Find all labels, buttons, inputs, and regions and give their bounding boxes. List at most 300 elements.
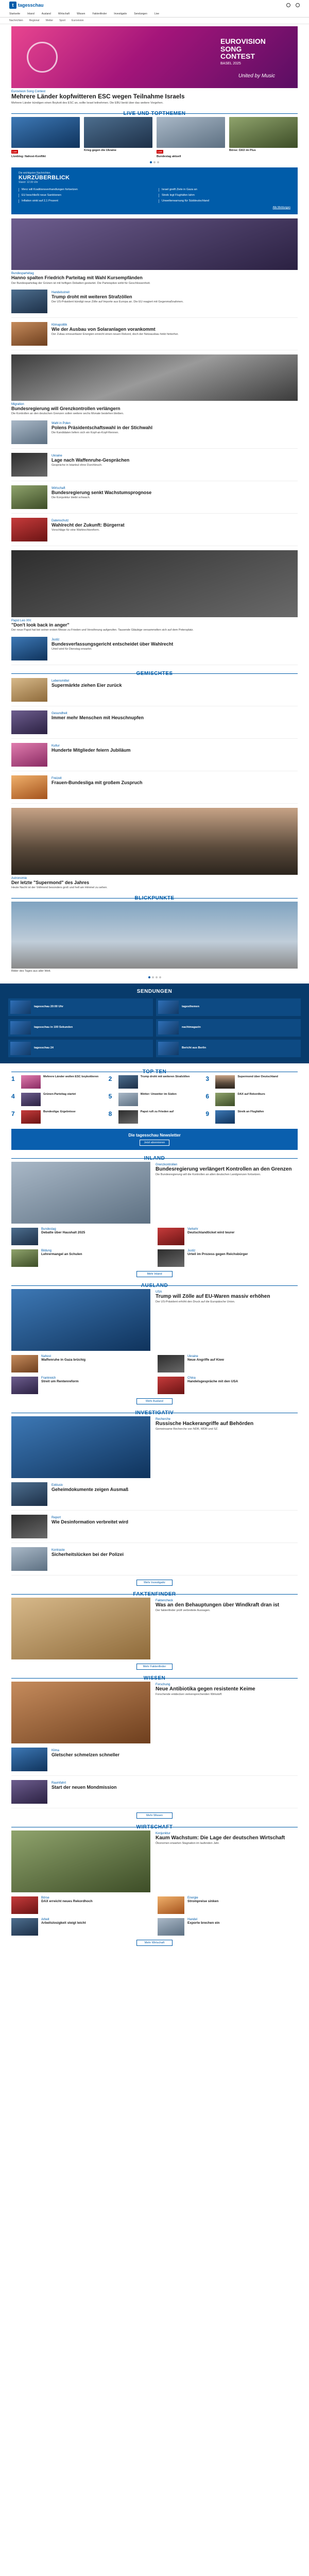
- lead-image: [11, 1289, 150, 1351]
- ressort-article[interactable]: [11, 1249, 151, 1267]
- live-card[interactable]: [229, 117, 298, 159]
- article-row[interactable]: [11, 453, 298, 481]
- nav-item[interactable]: Sendungen: [134, 12, 147, 15]
- nav-item[interactable]: Wirtschaft: [58, 12, 70, 15]
- ressort-article[interactable]: [11, 1228, 151, 1245]
- article-teaser: Der US-Präsident kündigt neue Zölle auf Importe aus Europa an. Die EU reagiert mit Gegenmaßnahmen.: [52, 300, 184, 304]
- investigativ-lead[interactable]: [11, 1416, 298, 1478]
- kurz-topline: Die wichtigsten Nachrichten: [19, 171, 50, 175]
- ressort-topline: Handel: [187, 1918, 198, 1921]
- article-thumbnail: [11, 775, 47, 799]
- article-row[interactable]: [11, 1748, 298, 1776]
- article-topline: Raumfahrt: [52, 1781, 66, 1785]
- inland-grid: [11, 1228, 298, 1267]
- article-headline[interactable]: Wie Desinformation verbreitet wird: [52, 1519, 128, 1524]
- subnav-item[interactable]: Sport: [59, 19, 66, 22]
- live-badge: LIVE: [158, 150, 162, 154]
- article-thumbnail: [11, 1748, 47, 1771]
- section-title: TOP TEN: [142, 1069, 167, 1075]
- ressort-thumbnail: [158, 1355, 184, 1372]
- wide-headline[interactable]: Bundesregierung will Grenzkontrollen verlängern: [11, 406, 121, 411]
- article-thumbnail: [11, 420, 47, 444]
- ausland-grid: [11, 1355, 298, 1394]
- sendung-card[interactable]: [8, 1040, 153, 1057]
- inland-lead[interactable]: [11, 1162, 298, 1224]
- subnav-item[interactable]: Regional: [29, 19, 40, 22]
- carousel-dot[interactable]: [159, 976, 161, 978]
- ressort-headline[interactable]: Arbeitslosigkeit steigt leicht: [41, 1921, 86, 1925]
- subnav-item[interactable]: Wetter: [45, 19, 54, 22]
- article-row[interactable]: [11, 485, 298, 514]
- sendung-card[interactable]: [8, 1019, 153, 1037]
- ressort-thumbnail: [158, 1249, 184, 1267]
- lead-headline[interactable]: Trump will Zölle auf EU-Waren massiv erhöhen: [156, 1293, 270, 1299]
- ressort-topline: Ukraine: [187, 1354, 198, 1358]
- article-teaser: Urteil wird für Dienstag erwartet.: [52, 647, 92, 651]
- topten-title: DAX auf Rekordkurs: [237, 1092, 265, 1096]
- article-topline: Datenschutz: [52, 519, 69, 522]
- feature-headline[interactable]: Hanno spalten Friedrich Parteitag mit Wahl Kursempfänden: [11, 275, 143, 281]
- feature2-teaser: Der neue Papst hat bei seiner ersten Messe zu Frieden und Versöhnung aufgerufen. Tausende Gläubige versammelten sich auf dem Petersplatz.: [11, 629, 194, 632]
- lead-image: [11, 1598, 150, 1659]
- ressort-headline[interactable]: Neue Angriffe auf Kiew: [187, 1358, 224, 1362]
- supermoon-image[interactable]: [11, 808, 298, 875]
- article-thumbnail: [11, 678, 47, 702]
- tagesschau-logo[interactable]: [9, 2, 44, 9]
- barbed-wire-image[interactable]: [11, 354, 298, 401]
- subnav-item[interactable]: Nachrichten: [9, 19, 23, 22]
- ressort-article[interactable]: [11, 1896, 151, 1914]
- feature2-image[interactable]: [11, 550, 298, 617]
- ressort-article[interactable]: [11, 1377, 151, 1394]
- sendungen-section: [0, 984, 309, 1063]
- nav-item[interactable]: Inland: [27, 12, 35, 15]
- kurzueberblick-box: [11, 167, 298, 214]
- topten-title: Supermond über Deutschland: [237, 1075, 278, 1078]
- kurz-item[interactable]: Unwetterwarnung für Süddeutschland: [159, 199, 290, 203]
- feature3-headline[interactable]: Der letzte "Supermond" des Jahres: [11, 879, 90, 885]
- sendung-thumbnail: [10, 1001, 31, 1014]
- live-card-image: [84, 117, 152, 148]
- more-wissen-button[interactable]: Mehr Wissen: [136, 1812, 173, 1819]
- article-row[interactable]: [11, 678, 298, 706]
- article-headline[interactable]: Frauen-Bundesliga mit großem Zuspruch: [52, 779, 143, 785]
- article-row[interactable]: [11, 1515, 298, 1543]
- section-title: AUSLAND: [141, 1282, 168, 1289]
- article-headline[interactable]: Bundesverfassungsgericht entscheidet über Wahlrecht: [52, 641, 174, 647]
- ressort-article[interactable]: [158, 1249, 298, 1267]
- article-thumbnail: [11, 1515, 47, 1538]
- article-topline: Lebensmittel: [52, 679, 70, 683]
- article-teaser: Die Kandidaten liefern sich ein Kopf-an-Kopf-Rennen.: [52, 431, 119, 435]
- section-title: WIRTSCHAFT: [136, 1824, 173, 1830]
- feature-article[interactable]: [11, 272, 298, 285]
- section-title: INVESTIGATIV: [135, 1410, 174, 1416]
- article-headline[interactable]: Geheimdokumente zeigen Ausmaß: [52, 1486, 129, 1492]
- esc-subtitle: BASEL 2025: [220, 62, 241, 66]
- ressort-headline[interactable]: Exporte brechen ein: [187, 1921, 220, 1925]
- ressort-article[interactable]: [158, 1896, 298, 1914]
- ressort-thumbnail: [11, 1896, 38, 1914]
- newsletter-banner: [11, 1129, 298, 1150]
- carousel-dots[interactable]: [11, 161, 298, 163]
- topten-item[interactable]: [11, 1075, 104, 1089]
- article-thumbnail: [11, 485, 47, 509]
- topten-title: Wetter: Unwetter im Süden: [140, 1092, 177, 1096]
- carousel-dot[interactable]: [152, 976, 154, 978]
- ressort-article[interactable]: [158, 1228, 298, 1245]
- ressort-thumbnail: [11, 1228, 38, 1245]
- kurz-heading: KURZÜBERBLICK: [19, 174, 70, 181]
- topten-title: Streik an Flughäfen: [237, 1110, 264, 1113]
- ressort-topline: Börse: [41, 1896, 49, 1900]
- ressort-topline: Bundestag: [41, 1227, 56, 1231]
- section-title: GEMISCHTES: [136, 670, 173, 676]
- article-teaser: Die Konjunktur bleibt schwach.: [52, 496, 91, 500]
- article-headline[interactable]: Start der neuen Mondmission: [52, 1784, 117, 1790]
- inland-section-header: [11, 1155, 298, 1159]
- section-title: SENDUNGEN: [136, 988, 173, 994]
- live-card-title: Bundestag aktuell: [157, 155, 181, 159]
- carousel-dot[interactable]: [156, 976, 158, 978]
- ressort-thumbnail: [11, 1918, 38, 1936]
- ressort-headline[interactable]: Debatte über Haushalt 2025: [41, 1230, 85, 1234]
- article-row[interactable]: [11, 710, 298, 739]
- lead-image: [11, 1831, 150, 1892]
- wissen-lead[interactable]: [11, 1682, 298, 1743]
- sendung-card[interactable]: [156, 1040, 301, 1057]
- lead-headline[interactable]: Russische Hackerangriffe auf Behörden: [156, 1420, 254, 1427]
- ressort-headline[interactable]: Handelsgespräche mit den USA: [187, 1379, 238, 1383]
- ressort-article[interactable]: [158, 1918, 298, 1936]
- article-topline: Wahl in Polen: [52, 421, 71, 425]
- hero-image[interactable]: [11, 26, 298, 88]
- ressort-article[interactable]: [11, 1355, 151, 1372]
- section-title: LIVE UND TOPTHEMEN: [123, 111, 186, 117]
- article-topline: Freizeit: [52, 776, 62, 780]
- kurz-item[interactable]: Inflation sinkt auf 2,1 Prozent: [19, 199, 150, 203]
- article-headline[interactable]: Wie der Ausbau von Solaranlagen vorankommt: [52, 327, 156, 332]
- more-ausland-button[interactable]: Mehr Ausland: [136, 1398, 173, 1404]
- sendung-title: tagesschau 20:00 Uhr: [34, 1005, 63, 1009]
- article-topline: Exklusiv: [52, 1483, 63, 1487]
- rank-number: 8: [108, 1110, 112, 1117]
- hero-topline: Eurovision Song Contest: [11, 90, 46, 93]
- feature3-article[interactable]: [11, 877, 298, 890]
- topten-thumbnail: [21, 1075, 41, 1089]
- article-topline: Wirtschaft: [52, 486, 65, 490]
- ressort-topline: Verkehr: [187, 1227, 198, 1231]
- ressort-topline: China: [187, 1376, 196, 1380]
- lead-headline[interactable]: Bundesregierung verlängert Kontrollen an den Grenzen: [156, 1166, 292, 1172]
- topten-item[interactable]: [11, 1110, 104, 1124]
- topten-title: Bundesliga: Ergebnisse: [43, 1110, 76, 1113]
- article-thumbnail: [11, 322, 47, 346]
- more-inland-button[interactable]: Mehr Inland: [136, 1271, 173, 1277]
- article-row[interactable]: [11, 518, 298, 546]
- ressort-thumbnail: [158, 1228, 184, 1245]
- more-faktenfinder-button[interactable]: Mehr Faktenfinder: [136, 1664, 173, 1670]
- feature2-headline[interactable]: "Don't look back in anger": [11, 622, 70, 628]
- article-topline: Kultur: [52, 744, 60, 748]
- article-row[interactable]: [11, 1482, 298, 1511]
- lead-teaser: Der faktenfinder prüft verbreitete Aussagen.: [156, 1609, 211, 1613]
- article-topline: Report: [52, 1516, 61, 1519]
- topten-thumbnail: [215, 1075, 235, 1089]
- kurz-item[interactable]: Streik legt Flughäfen lahm: [159, 194, 290, 197]
- topten-title: Trump droht mit weiteren Strafzöllen: [140, 1075, 190, 1078]
- article-thumbnail: [11, 1482, 47, 1506]
- article-topline: Ukraine: [52, 454, 62, 457]
- section-title: INLAND: [144, 1155, 165, 1161]
- ressort-topline: Energie: [187, 1896, 198, 1900]
- article-topline: Justiz: [52, 638, 60, 641]
- ressort-article[interactable]: [158, 1377, 298, 1394]
- live-card[interactable]: [11, 117, 80, 159]
- topten-item[interactable]: [11, 1093, 104, 1106]
- live-card-image: [11, 117, 80, 148]
- topten-thumbnail: [215, 1093, 235, 1106]
- sendung-title: nachtmagazin: [182, 1026, 201, 1029]
- article-row[interactable]: [11, 775, 298, 804]
- article-row[interactable]: [11, 637, 298, 665]
- wirtschaft-lead[interactable]: [11, 1831, 298, 1892]
- main-content: [0, 26, 309, 1956]
- topten-item[interactable]: [109, 1110, 201, 1124]
- article-teaser: Gespräche in Istanbul ohne Durchbruch.: [52, 464, 102, 467]
- newsletter-heading: Die tagesschau Newsletter: [128, 1132, 181, 1138]
- ressort-thumbnail: [11, 1377, 38, 1394]
- ressort-headline[interactable]: Waffenruhe in Gaza brüchig: [41, 1358, 86, 1362]
- live-card-title: Börse: DAX im Plus: [229, 149, 256, 152]
- article-row[interactable]: [11, 1547, 298, 1575]
- sendung-title: tagesthemen: [182, 1005, 199, 1009]
- feature2-article[interactable]: [11, 619, 298, 633]
- article-row[interactable]: [11, 322, 298, 350]
- faktenfinder-lead[interactable]: [11, 1598, 298, 1659]
- nav-item[interactable]: Live: [154, 12, 160, 15]
- carousel-dot[interactable]: [148, 976, 150, 978]
- article-headline[interactable]: Polens Präsidentschaftswahl in der Stichwahl: [52, 425, 153, 430]
- lead-teaser: Ökonomen erwarten Stagnation im laufenden Jahr.: [156, 1842, 220, 1845]
- article-headline[interactable]: Sicherheitslücken bei der Polizei: [52, 1551, 124, 1557]
- menu-icon[interactable]: [296, 3, 300, 7]
- rank-number: 5: [108, 1092, 112, 1100]
- sub-navigation: [0, 18, 309, 24]
- ressort-headline[interactable]: Streit um Rentenreform: [41, 1379, 79, 1383]
- article-topline: Klimapolitik: [52, 324, 67, 327]
- topten-title: Grünen-Parteitag startet: [43, 1092, 76, 1096]
- ressort-headline[interactable]: DAX erreicht neues Rekordhoch: [41, 1899, 93, 1903]
- lead-teaser: Gemeinsame Recherche von NDR, WDR und SZ.: [156, 1428, 218, 1431]
- rank-number: 4: [11, 1092, 15, 1100]
- article-headline[interactable]: Lage nach Waffenruhe-Gesprächen: [52, 457, 130, 463]
- topten-thumbnail: [118, 1075, 138, 1089]
- ressort-article[interactable]: [11, 1918, 151, 1936]
- topten-item[interactable]: [205, 1093, 298, 1106]
- live-section-header: [11, 110, 298, 117]
- article-thumbnail: [11, 1547, 47, 1571]
- ausland-lead[interactable]: [11, 1289, 298, 1351]
- ressort-thumbnail: [158, 1896, 184, 1914]
- more-wirtschaft-button[interactable]: Mehr Wirtschaft: [136, 1940, 173, 1946]
- hero-headline[interactable]: Mehrere Länder kopfwitteren ESC wegen Teilnahme Israels: [11, 93, 185, 100]
- kurz-list: [19, 188, 290, 203]
- article-row[interactable]: [11, 743, 298, 771]
- lead-teaser: Forschende entdecken vielversprechenden Wirkstoff.: [156, 1693, 222, 1697]
- article-thumbnail: [11, 1780, 47, 1804]
- hero-article[interactable]: [11, 90, 298, 105]
- blickpunkte-image[interactable]: [11, 902, 298, 969]
- ressort-article[interactable]: [158, 1355, 298, 1372]
- topten-title: Mehrere Länder wollen ESC boykottieren: [43, 1075, 99, 1078]
- rank-number: 1: [11, 1075, 15, 1082]
- article-headline[interactable]: Bundesregierung senkt Wachstumsprognose: [52, 489, 152, 495]
- sendung-thumbnail: [158, 1001, 179, 1014]
- sendung-card[interactable]: [156, 998, 301, 1016]
- search-icon[interactable]: [286, 3, 290, 7]
- article-teaser: Der Zubau erneuerbarer Energien erreicht einen neuen Rekord, doch der Netzausbau hinkt hinterher.: [52, 333, 179, 336]
- blickpunkte-section-header: [11, 895, 298, 902]
- ressort-topline: Bildung: [41, 1249, 52, 1252]
- lead-headline[interactable]: Neue Antibiotika gegen resistente Keime: [156, 1686, 255, 1692]
- topten-section-header: [11, 1069, 298, 1075]
- sendung-card[interactable]: [8, 998, 153, 1016]
- article-headline[interactable]: Immer mehr Menschen mit Heuschnupfen: [52, 715, 144, 720]
- lead-topline: USA: [156, 1290, 162, 1294]
- article-row[interactable]: [11, 290, 298, 318]
- carousel-dot[interactable]: [153, 161, 156, 163]
- ressort-thumbnail: [158, 1918, 184, 1936]
- kurz-more-link[interactable]: Alle Meldungen: [272, 206, 290, 210]
- topten-item[interactable]: [205, 1110, 298, 1124]
- live-badge: LIVE: [12, 150, 17, 154]
- topten-item[interactable]: [109, 1093, 201, 1106]
- kurz-item[interactable]: EU beschließt neue Sanktionen: [19, 194, 150, 197]
- carousel-dot[interactable]: [150, 161, 152, 163]
- nav-item[interactable]: Wissen: [77, 12, 85, 15]
- live-card-image: [157, 117, 225, 148]
- topten-grid: [11, 1075, 298, 1124]
- article-headline[interactable]: Supermärkte ziehen Eier zurück: [52, 682, 122, 688]
- lead-headline[interactable]: Kaum Wachstum: Die Lage der deutschen Wirtschaft: [156, 1835, 285, 1841]
- article-row[interactable]: [11, 420, 298, 449]
- ressort-headline[interactable]: Urteil im Prozess gegen Reichsbürger: [187, 1252, 248, 1256]
- nav-item[interactable]: Faktenfinder: [92, 12, 107, 15]
- sendung-title: tagesschau 24: [34, 1046, 54, 1050]
- feature-teaser: Der Bundesparteitag der Grünen ist mit heftigen Debatten gestartet. Die Parteispitze wirbt für Geschlossenheit.: [11, 281, 150, 285]
- article-row[interactable]: [11, 1780, 298, 1808]
- lead-topline: Recherche: [156, 1417, 171, 1421]
- footer-spacer: [11, 1946, 298, 1956]
- lead-image: [11, 1682, 150, 1743]
- lead-headline[interactable]: Was an den Behauptungen über Windkraft dran ist: [156, 1602, 280, 1608]
- article-headline[interactable]: Trump droht mit weiteren Strafzöllen: [52, 294, 132, 299]
- sendungen-grid: [8, 998, 301, 1057]
- lead-topline: Konjunktur: [156, 1832, 170, 1835]
- article-topline: Handelsstreit: [52, 291, 70, 294]
- rank-number: 6: [205, 1092, 210, 1100]
- sendung-card[interactable]: [156, 1019, 301, 1037]
- ressort-thumbnail: [11, 1355, 38, 1372]
- lead-image: [11, 1162, 150, 1224]
- topten-title: Papst ruft zu Frieden auf: [140, 1110, 174, 1113]
- sendung-thumbnail: [10, 1021, 31, 1035]
- ressort-topline: Arbeit: [41, 1918, 49, 1921]
- gemischtes-section-header: [11, 670, 298, 674]
- esc-slogan: United by Music: [238, 73, 275, 79]
- sendung-thumbnail: [158, 1042, 179, 1055]
- ressort-headline[interactable]: Strompreise sinken: [187, 1899, 219, 1903]
- article-topline: Gesundheit: [52, 711, 67, 715]
- wirtschaft-section-header: [11, 1824, 298, 1830]
- ressort-headline[interactable]: Lehrermangel an Schulen: [41, 1252, 82, 1256]
- carousel-dots[interactable]: [11, 976, 298, 978]
- topten-item[interactable]: [205, 1075, 298, 1089]
- feature3-teaser: Heute Nacht ist der Vollmond besonders groß und hell am Himmel zu sehen.: [11, 886, 108, 889]
- site-header: [0, 0, 309, 10]
- subnav-item[interactable]: Eurovision: [72, 19, 84, 22]
- live-card[interactable]: [84, 117, 152, 159]
- article-teaser: Vorschläge für eine Wahlrechtsreform.: [52, 529, 100, 532]
- more-investigativ-button[interactable]: Mehr Investigativ: [136, 1580, 173, 1586]
- kurz-item[interactable]: Israel greift Ziele in Gaza an: [159, 188, 290, 192]
- article-topline: Klima: [52, 1749, 60, 1752]
- lead-teaser: Der US-Präsident erhöht den Druck auf die Europäische Union.: [156, 1300, 235, 1304]
- blickpunkte-teaser: Bilder des Tages aus aller Welt.: [11, 970, 51, 973]
- live-card-image: [229, 117, 298, 148]
- topten-thumbnail: [118, 1093, 138, 1106]
- investigativ-section-header: [11, 1410, 298, 1416]
- carousel-dot[interactable]: [157, 161, 159, 163]
- lead-topline: Forschung: [156, 1683, 170, 1686]
- lead-topline: Faktencheck: [156, 1599, 174, 1602]
- rank-number: 7: [11, 1110, 15, 1117]
- sendung-title: tagesschau in 100 Sekunden: [34, 1026, 73, 1029]
- ressort-thumbnail: [11, 1249, 38, 1267]
- feature-image[interactable]: [11, 218, 298, 270]
- article-thumbnail: [11, 290, 47, 313]
- article-headline[interactable]: Hunderte Mitglieder feiern Jubiläum: [52, 747, 131, 753]
- wide-article[interactable]: [11, 403, 298, 416]
- section-title: FAKTENFINDER: [133, 1591, 176, 1597]
- topten-thumbnail: [118, 1110, 138, 1124]
- ressort-topline: Justiz: [187, 1249, 196, 1252]
- topten-item[interactable]: [109, 1075, 201, 1089]
- section-title: WISSEN: [143, 1675, 166, 1681]
- feature3-topline: Astronomie: [11, 876, 27, 880]
- article-thumbnail: [11, 637, 47, 660]
- article-headline[interactable]: Wahlrecht der Zukunft: Bürgerrat: [52, 522, 125, 528]
- nav-item[interactable]: Startseite: [9, 12, 21, 15]
- ressort-thumbnail: [158, 1377, 184, 1394]
- ressort-headline[interactable]: Deutschlandticket wird teurer: [187, 1230, 235, 1234]
- kurz-item[interactable]: Merz will Koalitionsverhandlungen fortsetzen: [19, 188, 150, 192]
- article-headline[interactable]: Gletscher schmelzen schneller: [52, 1752, 120, 1757]
- main-navigation: [0, 10, 309, 18]
- nav-item[interactable]: Investigativ: [114, 12, 127, 15]
- article-topline: Kontraste: [52, 1548, 65, 1552]
- esc-title: EUROVISION SONG CONTEST: [220, 37, 266, 61]
- wirtschaft-grid: [11, 1896, 298, 1936]
- newsletter-button[interactable]: Jetzt abonnieren: [140, 1140, 170, 1146]
- article-thumbnail: [11, 743, 47, 767]
- live-card[interactable]: [157, 117, 225, 159]
- live-card-title: Liveblog: Nahost-Konflikt: [11, 155, 46, 159]
- section-title: BLICKPUNKTE: [134, 895, 175, 902]
- nav-item[interactable]: Ausland: [41, 12, 51, 15]
- wide-teaser: Die Kontrollen an den deutschen Grenzen sollen weitere sechs Monate bestehen bleiben.: [11, 412, 124, 416]
